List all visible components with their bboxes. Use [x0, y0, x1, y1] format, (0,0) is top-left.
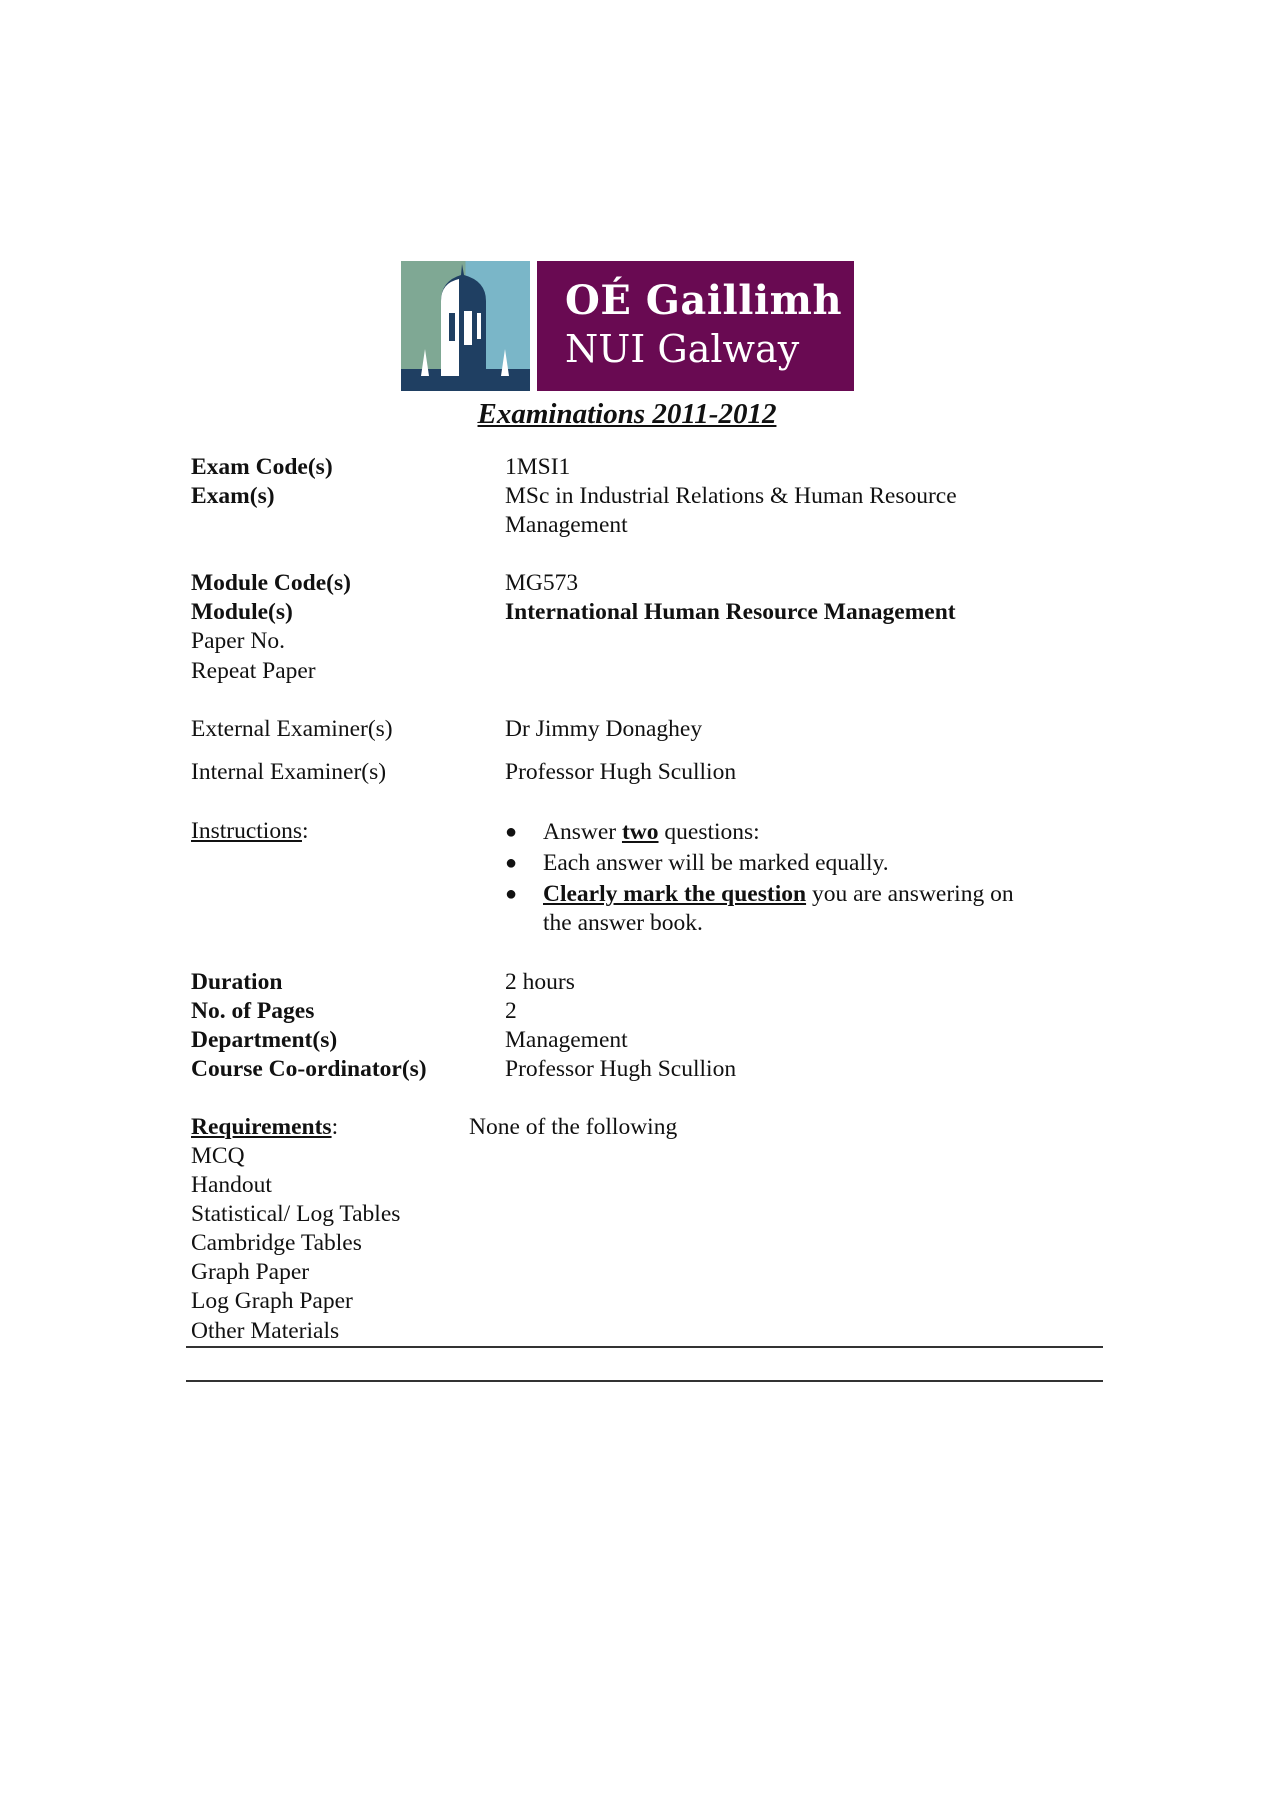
bullet-icon: ● — [505, 821, 518, 843]
instruction-3-continued: the answer book. — [543, 910, 703, 936]
university-tower-logo — [401, 261, 530, 391]
exam-value-line2: Management — [505, 512, 628, 538]
requirement-item: MCQ — [191, 1143, 245, 1169]
divider — [186, 1380, 1103, 1382]
requirement-item: Other Materials — [191, 1318, 340, 1344]
external-examiner-label: External Examiner(s) — [191, 716, 393, 742]
department-label: Department(s) — [191, 1027, 338, 1053]
instruction-1: Answer two questions: — [543, 819, 760, 845]
requirements-heading: Requirements: — [191, 1114, 339, 1140]
bullet-icon: ● — [505, 883, 518, 905]
exam-label: Exam(s) — [191, 483, 275, 509]
instruction-2: Each answer will be marked equally. — [543, 850, 889, 876]
module-code-label: Module Code(s) — [191, 570, 351, 596]
page-title: Examinations 2011-2012 — [477, 398, 777, 430]
bullet-icon: ● — [505, 852, 518, 874]
coordinator-value: Professor Hugh Scullion — [505, 1056, 737, 1082]
pages-label: No. of Pages — [191, 998, 315, 1024]
duration-value: 2 hours — [505, 969, 575, 995]
exam-code-value: 1MSI1 — [505, 454, 571, 480]
requirement-item: Cambridge Tables — [191, 1230, 362, 1256]
divider — [186, 1346, 1103, 1348]
instructions-heading: Instructions: — [191, 818, 309, 844]
exam-code-label: Exam Code(s) — [191, 454, 333, 480]
university-wordmark — [537, 261, 854, 391]
pages-value: 2 — [505, 998, 517, 1024]
requirement-item: Statistical/ Log Tables — [191, 1201, 401, 1227]
department-value: Management — [505, 1027, 628, 1053]
internal-examiner-value: Professor Hugh Scullion — [505, 759, 737, 785]
repeat-paper-label: Repeat Paper — [191, 658, 316, 684]
module-value: International Human Resource Management — [505, 599, 956, 625]
paper-no-label: Paper No. — [191, 628, 285, 654]
requirement-item: Log Graph Paper — [191, 1288, 353, 1314]
exam-value-line1: MSc in Industrial Relations & Human Resource — [505, 483, 957, 509]
duration-label: Duration — [191, 969, 283, 995]
external-examiner-value: Dr Jimmy Donaghey — [505, 716, 703, 742]
instruction-3: Clearly mark the question you are answering on — [543, 881, 1014, 907]
logo-line-1: OÉ Gaillimh — [565, 277, 843, 324]
requirement-item: Handout — [191, 1172, 272, 1198]
module-code-value: MG573 — [505, 570, 579, 596]
requirement-item: Graph Paper — [191, 1259, 310, 1285]
internal-examiner-label: Internal Examiner(s) — [191, 759, 387, 785]
logo-line-2: NUI Galway — [565, 327, 800, 371]
requirements-value: None of the following — [469, 1114, 678, 1140]
module-label: Module(s) — [191, 599, 293, 625]
coordinator-label: Course Co-ordinator(s) — [191, 1056, 427, 1082]
